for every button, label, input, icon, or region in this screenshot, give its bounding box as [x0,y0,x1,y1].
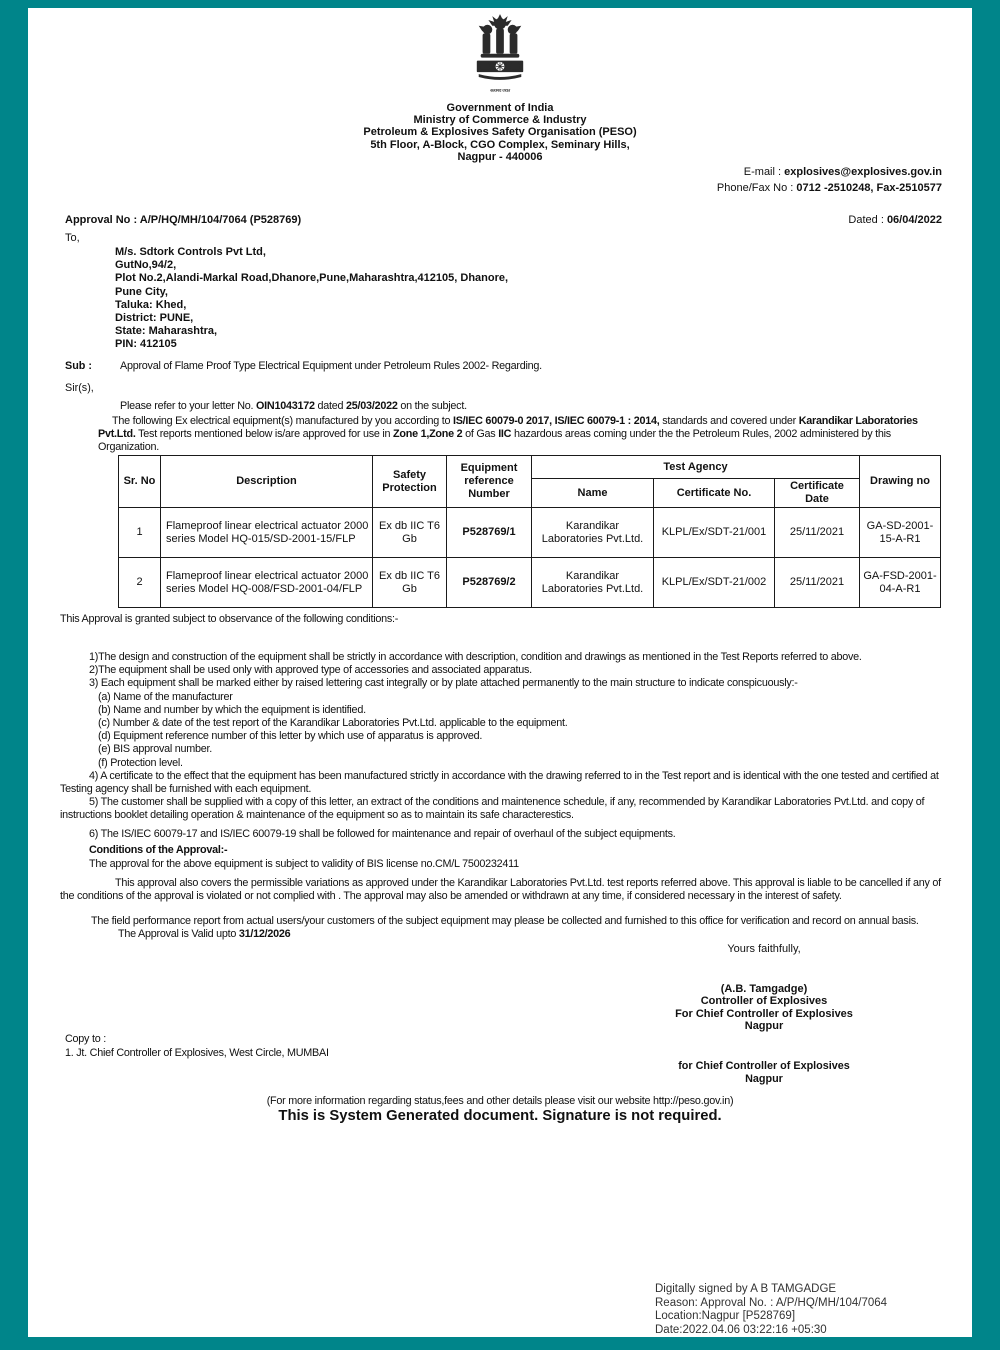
col-test-agency: Test Agency [532,456,860,479]
dated-value: 06/04/2022 [886,214,942,226]
approval-terms [89,844,949,871]
phone-line [717,180,942,196]
cell-description: Flameproof linear electrical actuator 2000 series Model HQ-008/FSD-2001-04/FLP [161,558,373,608]
col-equipment-ref: Equipment reference Number [447,456,532,508]
col-description: Description [161,456,373,508]
address-line: Taluka: Khed, [115,298,187,311]
to-label: To, [65,232,80,244]
condition-item: 4) A certificate to the effect that the equipment has been manufactured strictly in accordance with the drawing referred to in the Test report and is identical with the one tested and certified at Testing agency shall be furnished with each equipment. [60,769,939,796]
condition-subitem: (e) BIS approval number. [98,743,213,756]
cell-description: Flameproof linear electrical actuator 2000 series Model HQ-015/SD-2001-15/FLP [161,508,373,558]
dated-line [848,214,942,226]
for-chief-place: Nagpur [745,1073,783,1085]
cell-protection: Ex db IIC T6 Gb [373,558,447,608]
contact-block [717,164,942,196]
address-line: District: PUNE, [115,312,194,325]
phone-value: 0712 -2510248, Fax-2510577 [796,182,942,194]
email-label: E-mail : [743,166,785,178]
cell-sr: 1 [119,508,161,558]
org-line: Nagpur - 440006 [457,150,543,163]
valid-upto-line: The Approval is Valid upto 31/12/2026 [118,928,291,940]
address-line: State: Maharashtra, [115,325,218,338]
org-line: Ministry of Commerce & Industry [413,114,587,127]
address-line: Plot No.2,Alandi-Markal Road,Dhanore,Pune,Maharashtra,412105, Dhanore, [115,272,509,285]
table-row [119,558,941,608]
condition-item: 5) The customer shall be supplied with a copy of this letter, an extract of the conditions and maintenence schedule, if any, recommended by Karandikar Laboratories Pvt.Ltd. and copy of instructions booklet detailing operation & maintenance of the equipment so as to maintain its safe characterestics. [60,796,925,822]
col-agency-name: Name [532,479,654,508]
cell-agency-name: Karandikar Laboratories Pvt.Ltd. [532,558,654,608]
digsig-line: Reason: Approval No. : A/P/HQ/MH/104/7064 [655,1296,888,1309]
email-line [717,164,942,180]
copy-to-block [65,1033,329,1060]
org-line: Government of India [446,102,554,114]
digsig-line: Date:2022.04.06 03:22:16 +05:30 [655,1323,827,1336]
cell-certificate-date: 25/11/2021 [775,558,860,608]
address-line: PIN: 412105 [115,338,177,351]
signatory-for: For Chief Controller of Explosives [675,1007,853,1020]
field-report-paragraph: The field performance report from actual users/your customers of the subject equipment may please be collected and furnished to this office for verification and record on annual basis. [91,915,919,927]
address-line: GutNo,94/2, [115,259,177,272]
system-generated-note: This is System Generated document. Signature is not required. [278,1108,722,1124]
for-chief-block [654,1060,874,1086]
email-value: explosives@explosives.gov.in [784,166,942,178]
signatory-title: Controller of Explosives [700,995,828,1008]
cell-equipment-ref: P528769/1 [447,508,532,558]
document-page [28,8,972,1337]
cell-sr: 2 [119,558,161,608]
conditions-list [60,651,942,841]
copy-to-item: 1. Jt. Chief Controller of Explosives, West Circle, MUMBAI [65,1046,329,1059]
signatory-place: Nagpur [744,1020,784,1033]
for-chief-line: for Chief Controller of Explosives [678,1060,850,1072]
cell-certificate-no: KLPL/Ex/SDT-21/002 [654,558,775,608]
digital-signature-block [655,1283,887,1337]
dated-label: Dated : [848,214,887,226]
condition-subitem: (f) Protection level. [98,756,183,769]
digsig-line: Location:Nagpur [P528769] [655,1310,796,1322]
org-line: 5th Floor, A-Block, CGO Complex, Seminary Hills, [370,138,630,151]
equipment-table [118,455,941,608]
condition-item: 6) The IS/IEC 60079-17 and IS/IEC 60079-19 shall be followed for maintenance and repair of overhaul of the subject equipments. [89,827,676,840]
cell-certificate-date: 25/11/2021 [775,508,860,558]
cell-equipment-ref: P528769/2 [447,558,532,608]
col-drawing-no: Drawing no [860,456,941,508]
footer-info: (For more information regarding status,fees and other details please visit our website http://peso.gov.in) [266,1095,734,1107]
letterhead [28,12,972,163]
table-row [119,508,941,558]
bis-license-line: The approval for the above equipment is subject to validity of BIS license no.CM/L 7500232411 [89,857,519,870]
cell-drawing-no: GA-FSD-2001-04-A-R1 [860,558,941,608]
cell-protection: Ex db IIC T6 Gb [373,508,447,558]
col-certificate-date: Certificate Date [775,479,860,508]
emblem-of-india-icon [471,12,529,95]
conditions-heading: Conditions of the Approval:- [89,844,228,856]
address-line: M/s. Sdtork Controls Pvt Ltd, [115,246,266,258]
cell-drawing-no: GA-SD-2001-15-A-R1 [860,508,941,558]
digsig-line: Digitally signed by A B TAMGADGE [655,1283,837,1295]
condition-item: 2)The equipment shall be used only with approved type of accessories and associated apparatus. [89,664,532,677]
col-sr-no: Sr. No [119,456,161,508]
signature-block [654,983,874,1033]
subject-text: Approval of Flame Proof Type Electrical Equipment under Petroleum Rules 2002- Regarding. [120,360,542,372]
salutation: Sir(s), [65,382,94,394]
copy-to-label: Copy to : [65,1033,106,1045]
signatory-name: (A.B. Tamgadge) [720,983,808,995]
condition-subitem: (d) Equipment reference number of this letter by which use of apparatus is approved. [98,730,483,743]
approval-equipment-table [118,455,941,608]
col-safety-protection: Safety Protection [373,456,447,508]
conditions-intro: This Approval is granted subject to observance of the following conditions:- [60,613,399,625]
condition-subitem: (b) Name and number by which the equipment is identified. [98,703,366,716]
intro-paragraph: The following Ex electrical equipment(s) manufactured by you according to IS/IEC 60079-0 2017, IS/IEC 60079-1 : 2014, standards and covered under Karandikar Laboratories Pvt.Ltd. Test reports mentioned below is/are approved for use in Zone 1,Zone 2 of Gas IIC hazardous areas coming under the the Petroleum Rules, 2002 administered by this Organization. [98,415,918,453]
addressee-block [115,246,508,352]
col-certificate-no: Certificate No. [654,479,775,508]
condition-subitem: (c) Number & date of the test report of the Karandikar Laboratories Pvt.Ltd. applicable to the equipment. [98,717,568,730]
condition-item: 1)The design and construction of the equipment shall be strictly in accordance with description, condition and drawings as mentioned in the Test Reports referred to above. [89,651,862,663]
org-line: Petroleum & Explosives Safety Organisation (PESO) [363,126,637,139]
emblem-motto: सत्यमेव जयते [490,89,510,94]
condition-item: 3) Each equipment shall be marked either by raised lettering cast integrally or by plate attached permanently to the main structure to indicate conspicuously:- [89,677,798,690]
approval-number: Approval No : A/P/HQ/MH/104/7064 (P528769) [65,214,302,226]
letterhead-lines [28,102,972,163]
reference-line: Please refer to your letter No. OIN1043172 dated 25/03/2022 on the subject. [120,400,467,412]
condition-subitem: (a) Name of the manufacturer [98,690,233,703]
ashoka-lions-icon [471,12,529,84]
cell-certificate-no: KLPL/Ex/SDT-21/001 [654,508,775,558]
address-line: Pune City, [115,285,168,298]
variations-paragraph: This approval also covers the permissible variations as approved under the Karandikar Laboratories Pvt.Ltd. test reports referred above. This approval is liable to be cancelled if any of the conditions of the approval is violated or not complied with . The approval may also be amended or withdrawn at any time, if considered necessary in the interest of safety. [60,877,941,902]
subject-label: Sub : [65,360,92,372]
phone-label: Phone/Fax No : [716,182,797,194]
cell-agency-name: Karandikar Laboratories Pvt.Ltd. [532,508,654,558]
yours-faithfully: Yours faithfully, [727,943,801,955]
